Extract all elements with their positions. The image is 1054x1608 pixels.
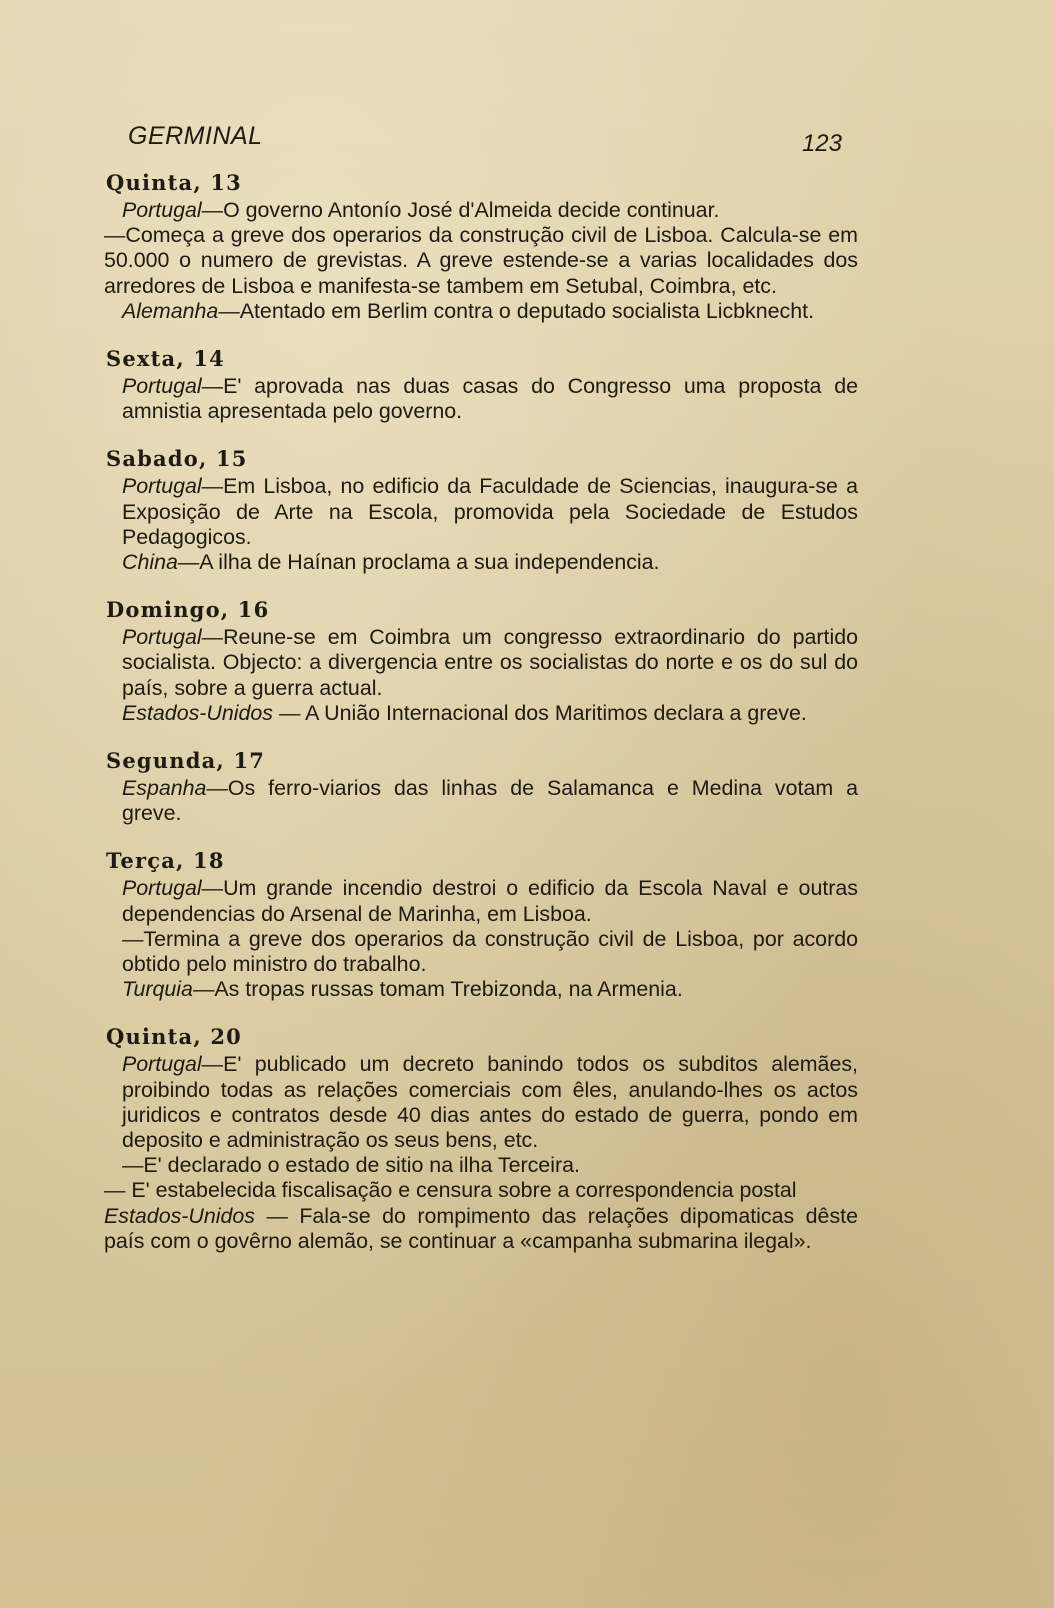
news-text: —E' aprovada nas duas casas do Congresso uma proposta de amnistia apresentada pelo governo.: [122, 374, 858, 424]
country-name: Portugal: [122, 474, 202, 499]
page-number: 123: [801, 130, 842, 157]
chronicle-entry: [98, 748, 858, 826]
news-paragraph: [98, 701, 858, 726]
chronicle-entry: [98, 1024, 858, 1254]
news-paragraph: [98, 550, 858, 575]
day-heading: Quinta, 13: [106, 170, 242, 195]
news-paragraph: [98, 1178, 858, 1203]
news-text: —Os ferro-viarios das linhas de Salamanca e Medina votam a greve.: [122, 776, 858, 826]
country-name: Portugal: [122, 374, 202, 399]
news-paragraph: [98, 977, 858, 1002]
news-text: —Um grande incendio destroi o edificio da Escola Naval e outras dependencias do Arsenal de Marinha, em Lisboa.: [122, 876, 858, 926]
country-name: Alemanha: [122, 298, 219, 323]
news-text: —Atentado em Berlim contra o deputado socialista Licbknecht.: [218, 298, 815, 323]
news-text: —O governo Antonío José d'Almeida decide continuar.: [201, 198, 720, 222]
country-name: China: [122, 550, 178, 575]
news-text: —Termina a greve dos operarios da construção civil de Lisboa, por acordo obtido pelo ministro do trabalho.: [122, 926, 858, 977]
running-title: GERMINAL: [128, 122, 263, 150]
day-heading: Sexta, 14: [106, 346, 225, 372]
chronicle-body: [98, 170, 858, 1276]
country-name: Turquia: [122, 977, 193, 1002]
news-paragraph: [98, 1153, 858, 1178]
news-paragraph: [98, 927, 858, 977]
news-paragraph: [98, 299, 858, 324]
country-name: Portugal: [122, 1052, 202, 1077]
country-name: Estados-Unidos: [104, 1203, 255, 1228]
chronicle-entry: [98, 170, 858, 324]
news-text: —Reune-se em Coimbra um congresso extraordinario do partido socialista. Objecto: a divergencia entre os socialistas do norte e os do sul do país, sobre a guerra actual.: [122, 625, 858, 700]
news-paragraph: [98, 374, 858, 424]
news-text: —E' publicado um decreto banindo todos os subditos alemães, proibindo todas as relações comerciais com êles, anulando-lhes os actos juridicos e contratos desde 40 dias antes do estado de guerra, pondo em deposito e administração os seus bens, etc.: [122, 1052, 858, 1153]
news-text: —Começa a greve dos operarios da construção civil de Lisboa. Calcula-se em 50.000 o numero de grevistas. A greve estende-se a varias localidades dos arredores de Lisboa e manifesta-se tambem em Setubal, Coimbra, etc.: [104, 223, 858, 298]
day-heading: Sabado, 15: [106, 446, 248, 472]
country-name: Espanha: [122, 776, 207, 801]
news-paragraph: [98, 876, 858, 926]
news-paragraph: [98, 776, 858, 826]
country-name: Portugal: [122, 876, 202, 901]
news-paragraph: [98, 1204, 858, 1254]
news-paragraph: [98, 198, 858, 223]
country-name: Portugal: [122, 198, 202, 222]
news-paragraph: [98, 223, 858, 299]
day-heading: Domingo, 16: [106, 597, 270, 623]
day-heading: Segunda, 17: [106, 748, 266, 774]
news-text: —A ilha de Haínan proclama a sua independencia.: [177, 550, 660, 575]
news-text: —E' declarado o estado de sitio na ilha Terceira.: [122, 1153, 580, 1178]
news-text: — A União Internacional dos Maritimos declara a greve.: [273, 700, 807, 725]
day-heading: Quinta, 20: [106, 1024, 242, 1050]
news-text: —As tropas russas tomam Trebizonda, na Armenia.: [192, 977, 683, 1002]
chronicle-entry: [98, 848, 858, 1002]
news-text: — Fala-se do rompimento das relações dipomaticas dêste país com o govêrno alemão, se continuar a «campanha submarina ilegal».: [104, 1203, 858, 1253]
day-heading: Terça, 18: [106, 848, 225, 874]
country-name: Estados-Unidos: [122, 700, 273, 725]
chronicle-entry: [98, 446, 858, 575]
news-text: — E' estabelecida fiscalisação e censura sobre a correspondencia postal: [104, 1178, 797, 1203]
chronicle-entry: [98, 597, 858, 726]
news-text: —Em Lisboa, no edificio da Faculdade de Sciencias, inaugura-se a Exposição de Arte na Escola, promovida pela Sociedade de Estudos Pedagogicos.: [122, 474, 858, 549]
chronicle-entry: [98, 346, 858, 424]
news-paragraph: [98, 474, 858, 550]
country-name: Portugal: [122, 625, 202, 650]
news-paragraph: [98, 1052, 858, 1153]
news-paragraph: [98, 625, 858, 701]
page-header: [128, 122, 842, 158]
